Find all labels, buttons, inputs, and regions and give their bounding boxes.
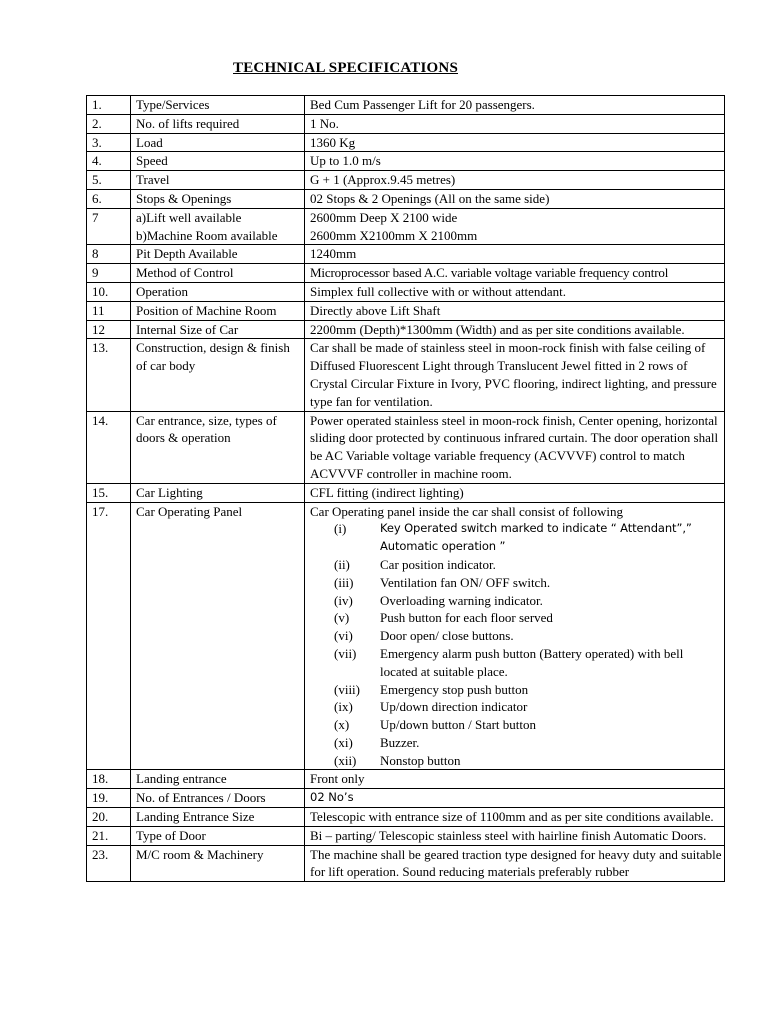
list-item-text: Up/down direction indicator bbox=[380, 699, 528, 715]
item-specification bbox=[305, 502, 725, 770]
list-item-number: (v) bbox=[334, 610, 350, 626]
item-specification: Power operated stainless steel in moon-rock finish, Center opening, horizontal sliding door protected by continuous infrared curtain. The door operation shall be AC Variable voltage variable frequency (ACVVVF) control to match ACVVVF controller in machine room. bbox=[305, 411, 725, 483]
list-item-text: Emergency stop push button bbox=[380, 681, 529, 697]
item-name: Stops & Openings bbox=[131, 189, 305, 208]
item-specification: Bed Cum Passenger Lift for 20 passengers. bbox=[305, 96, 725, 115]
item-specification: Front only bbox=[305, 770, 725, 789]
item-name: Type/Services bbox=[131, 96, 305, 115]
item-name: Travel bbox=[131, 171, 305, 190]
list-item bbox=[310, 627, 722, 645]
table-row bbox=[87, 189, 725, 208]
item-line-lift-well: a)Lift well available bbox=[136, 209, 242, 225]
item-specification: Up to 1.0 m/s bbox=[305, 152, 725, 171]
list-item-number: (x) bbox=[334, 717, 350, 733]
item-specification: 2200mm (Depth)*1300mm (Width) and as per site conditions available. bbox=[305, 320, 725, 339]
list-item-number: (iii) bbox=[334, 574, 354, 590]
table-row bbox=[87, 152, 725, 171]
table-row bbox=[87, 789, 725, 808]
list-item bbox=[310, 520, 722, 556]
spec-line-machine-room: 2600mm X2100mm X 2100mm bbox=[310, 227, 478, 243]
serial-number: 6. bbox=[87, 189, 131, 208]
list-item-text: Up/down button / Start button bbox=[380, 717, 536, 733]
list-item-number: (viii) bbox=[334, 681, 360, 697]
item-name: Position of Machine Room bbox=[131, 301, 305, 320]
table-row bbox=[87, 133, 725, 152]
item-name: Type of Door bbox=[131, 826, 305, 845]
serial-number: 10. bbox=[87, 282, 131, 301]
list-item-number: (xi) bbox=[334, 734, 353, 750]
item-name: Landing entrance bbox=[131, 770, 305, 789]
item-name: No. of Entrances / Doors bbox=[131, 789, 305, 808]
serial-number: 4. bbox=[87, 152, 131, 171]
list-item bbox=[310, 752, 722, 770]
item-specification: 1240mm bbox=[305, 245, 725, 264]
list-item bbox=[310, 609, 722, 627]
table-row bbox=[87, 826, 725, 845]
list-item-number: (i) bbox=[334, 521, 347, 537]
table-row bbox=[87, 411, 725, 483]
item-line-machine-room: b)Machine Room available bbox=[136, 227, 278, 243]
serial-number: 8 bbox=[87, 245, 131, 264]
serial-number: 15. bbox=[87, 483, 131, 502]
table-row bbox=[87, 845, 725, 882]
list-item-text: Push button for each floor served bbox=[380, 610, 553, 626]
table-row bbox=[87, 171, 725, 190]
list-item-number: (xii) bbox=[334, 752, 357, 768]
serial-number: 19. bbox=[87, 789, 131, 808]
item-name: Speed bbox=[131, 152, 305, 171]
panel-intro: Car Operating panel inside the car shall consist of following bbox=[310, 503, 624, 519]
specifications-table bbox=[86, 95, 725, 882]
item-specification bbox=[305, 208, 725, 245]
serial-number: 3. bbox=[87, 133, 131, 152]
item-specification: CFL fitting (indirect lighting) bbox=[305, 483, 725, 502]
item-specification: 1360 Kg bbox=[305, 133, 725, 152]
list-item-text: Buzzer. bbox=[380, 734, 420, 750]
list-item-text: Ventilation fan ON/ OFF switch. bbox=[380, 574, 551, 590]
serial-number: 17. bbox=[87, 502, 131, 770]
serial-number: 9 bbox=[87, 264, 131, 283]
serial-number: 20. bbox=[87, 808, 131, 827]
document-title: TECHNICAL SPECIFICATIONS bbox=[233, 60, 458, 76]
list-item bbox=[310, 592, 722, 610]
table-row bbox=[87, 96, 725, 115]
item-name: Method of Control bbox=[131, 264, 305, 283]
item-specification: 02 No’s bbox=[305, 789, 725, 808]
serial-number: 23. bbox=[87, 845, 131, 882]
list-item bbox=[310, 556, 722, 574]
item-name: Pit Depth Available bbox=[131, 245, 305, 264]
list-item-text: Car position indicator. bbox=[380, 556, 496, 572]
table-row bbox=[87, 320, 725, 339]
serial-number: 12 bbox=[87, 320, 131, 339]
table-row bbox=[87, 114, 725, 133]
item-name: Car entrance, size, types of doors & operation bbox=[131, 411, 305, 483]
item-specification: 1 No. bbox=[305, 114, 725, 133]
item-specification: Simplex full collective with or without attendant. bbox=[305, 282, 725, 301]
item-specification: Directly above Lift Shaft bbox=[305, 301, 725, 320]
item-name: Internal Size of Car bbox=[131, 320, 305, 339]
table-row bbox=[87, 339, 725, 411]
list-item-text: Key Operated switch marked to indicate “ Attendant”,” Automatic operation ” bbox=[380, 521, 692, 554]
list-item bbox=[310, 716, 722, 734]
list-item bbox=[310, 698, 722, 716]
item-specification: Telescopic with entrance size of 1100mm and as per site conditions available. bbox=[305, 808, 725, 827]
serial-number: 13. bbox=[87, 339, 131, 411]
item-name: Construction, design & finish of car body bbox=[131, 339, 305, 411]
item-specification: Microprocessor based A.C. variable voltage variable frequency control bbox=[305, 264, 725, 283]
item-specification: 02 Stops & 2 Openings (All on the same side) bbox=[305, 189, 725, 208]
list-item bbox=[310, 681, 722, 699]
table-row bbox=[87, 502, 725, 770]
serial-number: 5. bbox=[87, 171, 131, 190]
table-row bbox=[87, 301, 725, 320]
item-name: Car Operating Panel bbox=[131, 502, 305, 770]
serial-number: 2. bbox=[87, 114, 131, 133]
item-specification: G + 1 (Approx.9.45 metres) bbox=[305, 171, 725, 190]
list-item-number: (vii) bbox=[334, 645, 357, 661]
list-item-number: (vi) bbox=[334, 628, 353, 644]
list-item-text: Door open/ close buttons. bbox=[380, 628, 514, 644]
table-row bbox=[87, 245, 725, 264]
item-name: Landing Entrance Size bbox=[131, 808, 305, 827]
list-item bbox=[310, 734, 722, 752]
list-item-text: Overloading warning indicator. bbox=[380, 592, 543, 608]
item-name: No. of lifts required bbox=[131, 114, 305, 133]
item-specification: Bi – parting/ Telescopic stainless steel with hairline finish Automatic Doors. bbox=[305, 826, 725, 845]
table-row bbox=[87, 208, 725, 245]
item-specification: Car shall be made of stainless steel in moon-rock finish with false ceiling of Diffused Fluorescent Light through Translucent Jewel fitted in 2 rows of Crystal Circular Fixture in Ivory, PVC flooring, indirect lighting, and pressure type fan for ventilation. bbox=[305, 339, 725, 411]
serial-number: 14. bbox=[87, 411, 131, 483]
item-name: Load bbox=[131, 133, 305, 152]
item-name: Car Lighting bbox=[131, 483, 305, 502]
list-item-text: Emergency alarm push button (Battery operated) with bell located at suitable place. bbox=[380, 645, 684, 679]
list-item-number: (ix) bbox=[334, 699, 353, 715]
list-item-number: (iv) bbox=[334, 592, 353, 608]
item-name bbox=[131, 208, 305, 245]
item-name: Operation bbox=[131, 282, 305, 301]
list-item bbox=[310, 574, 722, 592]
table-row bbox=[87, 282, 725, 301]
table-row bbox=[87, 770, 725, 789]
list-item bbox=[310, 645, 722, 681]
serial-number: 11 bbox=[87, 301, 131, 320]
item-specification: The machine shall be geared traction type designed for heavy duty and suitable for lift operation. Sound reducing materials preferably rubber bbox=[305, 845, 725, 882]
serial-number: 18. bbox=[87, 770, 131, 789]
list-item-number: (ii) bbox=[334, 556, 350, 572]
item-name: M/C room & Machinery bbox=[131, 845, 305, 882]
table-row bbox=[87, 264, 725, 283]
serial-number: 21. bbox=[87, 826, 131, 845]
serial-number: 1. bbox=[87, 96, 131, 115]
serial-number: 7 bbox=[87, 208, 131, 245]
table-row bbox=[87, 808, 725, 827]
table-row bbox=[87, 483, 725, 502]
list-item-text: Nonstop button bbox=[380, 752, 461, 768]
spec-line-lift-well: 2600mm Deep X 2100 wide bbox=[310, 209, 458, 225]
